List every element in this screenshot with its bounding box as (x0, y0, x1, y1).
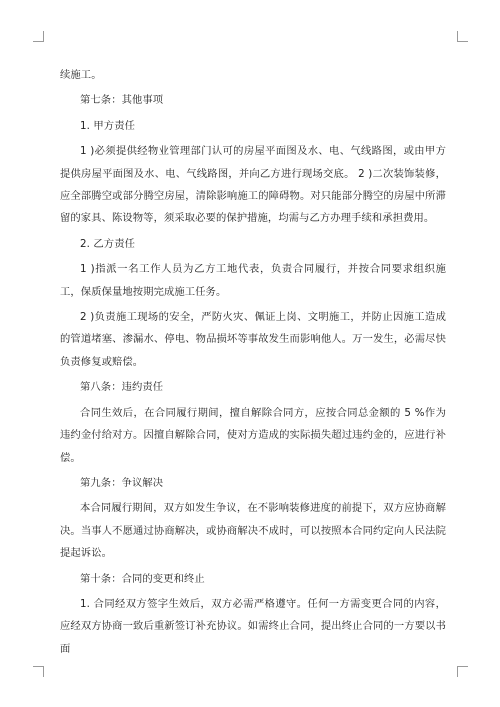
subheading-party-b: 2. 乙方责任 (80, 237, 135, 250)
crop-mark-bottom-right (457, 666, 468, 677)
paragraph-liability: 合同生效后，在合同履行期间，擅自解除合同方，应按合同总金额的 5 %作为违约金付给对方。因擅自解除合同，使对方造成的实际损失超过违约金的，应进行补偿。 (60, 406, 446, 464)
document-body (60, 64, 446, 663)
section-heading-article-10: 第十条：合同的变更和终止 (80, 572, 205, 585)
section-heading-article-9: 第九条：争议解决 (80, 476, 164, 489)
paragraph-party-b-duty-2: 2 )负责施工现场的安全，严防火灾、佩证上岗、文明施工，并防止因施工造成的管道堵塞、渗漏水、停电、物品损坏等事故发生而影响他人。万一发生，必需尽快负责修复或赔偿。 (60, 311, 446, 368)
paragraph-continuation: 续施工。 (60, 69, 102, 81)
subheading-party-a: 1. 甲方责任 (80, 119, 135, 132)
paragraph-amendment: 1. 合同经双方签字生效后，双方必需严格遵守。任何一方需变更合同的内容，应经双方协商一致后重新签订补充协议。如需终止合同，提出终止合同的一方要以书面 (60, 597, 446, 655)
crop-mark-top-left (33, 31, 44, 42)
paragraph-dispute: 本合同履行期间，双方如发生争议，在不影响装修进度的前提下，双方应协商解决。当事人不愿通过协商解决，或协商解决不成时，可以按照本合同约定向人民法院提起诉讼。 (60, 502, 446, 560)
paragraph-party-b-duty-1: 1 )指派一名工作人员为乙方工地代表，负责合同履行，并按合同要求组织施工，保质保量地按期完成施工任务。 (60, 263, 446, 298)
crop-mark-top-right (457, 31, 468, 42)
section-heading-article-7: 第七条：其他事项 (80, 94, 164, 107)
paragraph-party-a-duties: 1 )必须提供经物业管理部门认可的房屋平面图及水、电、气线路图，或由甲方提供房屋平面图及水、电、气线路图，并向乙方进行现场交底。 2 )二次装饰装修，应全部腾空或部分腾空房屋，清除影响施工的障碍物。对只能部分腾空的房屋中所滞留的家具、陈设物等，须采取必要的保护措施，均需与乙方办理手续和承担费用。 (60, 145, 446, 225)
section-heading-article-8: 第八条：违约责任 (80, 381, 164, 394)
crop-mark-bottom-left (33, 666, 44, 677)
